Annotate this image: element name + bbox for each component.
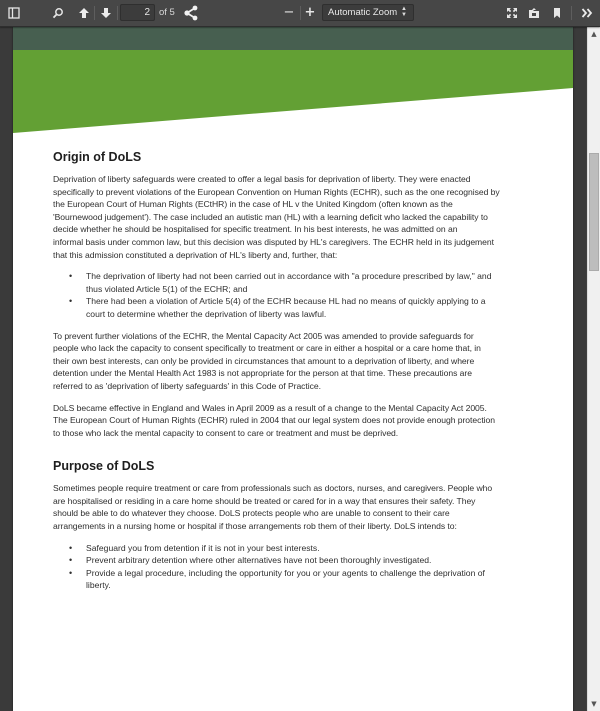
bullet-icon: • bbox=[69, 296, 73, 307]
next-page-button[interactable] bbox=[96, 4, 116, 22]
bullet-icon: • bbox=[69, 567, 73, 578]
bookmark-icon bbox=[552, 7, 562, 19]
toolbar-separator bbox=[117, 6, 118, 20]
text-line: DoLS became effective in England and Wales in April 2009 as a result of a change to the Mental Capacity Act 2005. bbox=[53, 402, 487, 413]
text-line: decide whether he should be hospitalised for specific treatment. In his best interests, he was admitted on an bbox=[53, 224, 458, 235]
text-line: the European Court of Human Rights (ECtHR) in the case of HL v the United Kingdom (often known as the bbox=[53, 199, 453, 210]
zoom-in-label: + bbox=[304, 5, 316, 20]
text-line: people who lack the capacity to consent specifically to treatment or care in either a hospital or a care home that, in bbox=[53, 343, 481, 354]
text-line: thus violated Article 5(1) of the ECHR; and bbox=[86, 283, 248, 294]
text-line: referred to as 'deprivation of liberty safeguards' in this Code of Practice. bbox=[53, 380, 321, 391]
text-line: informal basis under common law, but this decision was disputed by HL's caregivers. The ECHR held in its judgement bbox=[53, 236, 494, 247]
bullet-text bbox=[86, 568, 485, 591]
paragraph bbox=[53, 330, 538, 393]
scroll-up-icon[interactable]: ▲ bbox=[591, 30, 597, 38]
paragraph bbox=[53, 482, 538, 532]
share-button[interactable] bbox=[181, 4, 201, 22]
share-icon bbox=[184, 5, 198, 21]
header-banner bbox=[13, 27, 573, 137]
bullet-item bbox=[53, 270, 538, 295]
bullet-text bbox=[86, 543, 320, 553]
text-line: their own best interests, can only be provided in circumstances that amount to a deprivation of liberty, and where bbox=[53, 355, 475, 366]
text-line: arrangements in a nursing home or hospital if those arrangements rob them of their liberty. DoLS intends to: bbox=[53, 521, 457, 532]
document-content bbox=[53, 149, 538, 592]
bullet-item bbox=[53, 567, 538, 592]
zoom-select-value: Automatic Zoom bbox=[328, 7, 398, 18]
bullet-icon: • bbox=[69, 555, 73, 566]
sidebar-toggle-button[interactable] bbox=[4, 4, 24, 22]
arrow-up-icon bbox=[78, 7, 90, 19]
text-line: 'Bournewood judgement'). The case included an autistic man (HL) with a learning deficit who lacked the capability to bbox=[53, 211, 488, 222]
text-line: Provide a legal procedure, including the opportunity for you or your agents to challenge the deprivation of bbox=[86, 567, 485, 578]
sidebar-icon bbox=[8, 7, 20, 19]
arrow-down-icon bbox=[100, 7, 112, 19]
search-button[interactable] bbox=[48, 4, 68, 22]
bullet-icon: • bbox=[69, 542, 73, 553]
text-line: specifically to prevent violations of the European Convention on Human Rights (ECHR), such as the one recognised by bbox=[53, 186, 500, 197]
paragraph bbox=[53, 402, 538, 440]
bookmark-button[interactable] bbox=[547, 4, 567, 22]
vertical-scrollbar[interactable] bbox=[587, 27, 600, 711]
pdf-toolbar bbox=[0, 0, 600, 27]
document-viewer[interactable] bbox=[0, 27, 586, 711]
scroll-down-icon[interactable]: ▼ bbox=[591, 700, 597, 708]
text-line: The deprivation of liberty had not been carried out in accordance with "a procedure prescribed by law," and bbox=[86, 271, 492, 282]
text-line: Safeguard you from detention if it is not in your best interests. bbox=[86, 542, 320, 553]
bullet-item bbox=[53, 554, 538, 567]
zoom-out-button[interactable] bbox=[279, 4, 299, 22]
previous-page-button[interactable] bbox=[74, 4, 94, 22]
pdf-page bbox=[13, 27, 573, 711]
bullet-text bbox=[86, 296, 486, 319]
text-line: liberty. bbox=[86, 580, 111, 591]
select-arrows-icon: ▲ ▼ bbox=[401, 6, 407, 18]
text-line: The European Court of Human Rights (ECHR) ruled in 2004 that our legal system does not provide enough protection bbox=[53, 415, 496, 426]
bullet-item bbox=[53, 542, 538, 555]
text-line: There had been a violation of Article 5(4) of the ECHR because HL had no means of quickly applying to a bbox=[86, 296, 486, 307]
zoom-out-label: − bbox=[283, 5, 295, 20]
banner-dark-band bbox=[13, 27, 573, 50]
open-file-icon bbox=[528, 7, 540, 19]
bullet-text bbox=[86, 271, 491, 294]
text-line: should be able to do whatever they choose. DoLS protects people who are unable to consent to their care bbox=[53, 508, 450, 519]
bullet-icon: • bbox=[69, 271, 73, 282]
toolbar-separator bbox=[94, 6, 95, 20]
bullet-list bbox=[53, 542, 538, 592]
text-line: Prevent arbitrary detention where other alternatives have not been thoroughly investigated. bbox=[86, 555, 432, 566]
section-heading-origin: Origin of DoLS bbox=[53, 150, 142, 164]
scrollbar-thumb[interactable] bbox=[589, 153, 599, 271]
paragraph bbox=[53, 173, 538, 261]
page-count-label: of 5 bbox=[159, 7, 175, 18]
zoom-select[interactable] bbox=[322, 4, 414, 21]
search-icon bbox=[52, 7, 64, 19]
bullet-item bbox=[53, 295, 538, 320]
tools-menu-button[interactable] bbox=[577, 4, 597, 22]
fullscreen-icon bbox=[506, 7, 518, 19]
text-line: are hospitalised or residing in a care home should be treated or cared for in a way that ensures their safety. They bbox=[53, 495, 476, 506]
page-number-input[interactable] bbox=[120, 4, 155, 21]
bullet-list bbox=[53, 270, 538, 320]
text-line: To prevent further violations of the ECHR, the Mental Capacity Act 2005 was amended to provide safeguards for bbox=[53, 330, 474, 341]
zoom-in-button[interactable] bbox=[300, 4, 320, 22]
open-file-button[interactable] bbox=[524, 4, 544, 22]
text-line: that this admission constituted a deprivation of HL's liberty and, further, that: bbox=[53, 249, 338, 260]
double-chevron-right-icon bbox=[581, 7, 593, 19]
text-line: court to determine whether the deprivation of liberty was lawful. bbox=[86, 308, 327, 319]
toolbar-separator bbox=[571, 6, 572, 20]
text-line: to those who lack the mental capacity to consent to care or treatment and must be deprived. bbox=[53, 427, 399, 438]
section-heading-purpose: Purpose of DoLS bbox=[53, 459, 155, 474]
text-line: detention under the Mental Health Act 1983 is not appropriate for the person at that time. These precautions are bbox=[53, 368, 472, 379]
presentation-mode-button[interactable] bbox=[502, 4, 522, 22]
bullet-text bbox=[86, 555, 431, 565]
text-line: Deprivation of liberty safeguards were created to offer a legal basis for deprivation of liberty. They were enacted bbox=[53, 174, 471, 184]
banner-green-band bbox=[13, 50, 573, 133]
text-line: Sometimes people require treatment or care from professionals such as doctors, nurses, and caregivers. People who bbox=[53, 483, 493, 494]
